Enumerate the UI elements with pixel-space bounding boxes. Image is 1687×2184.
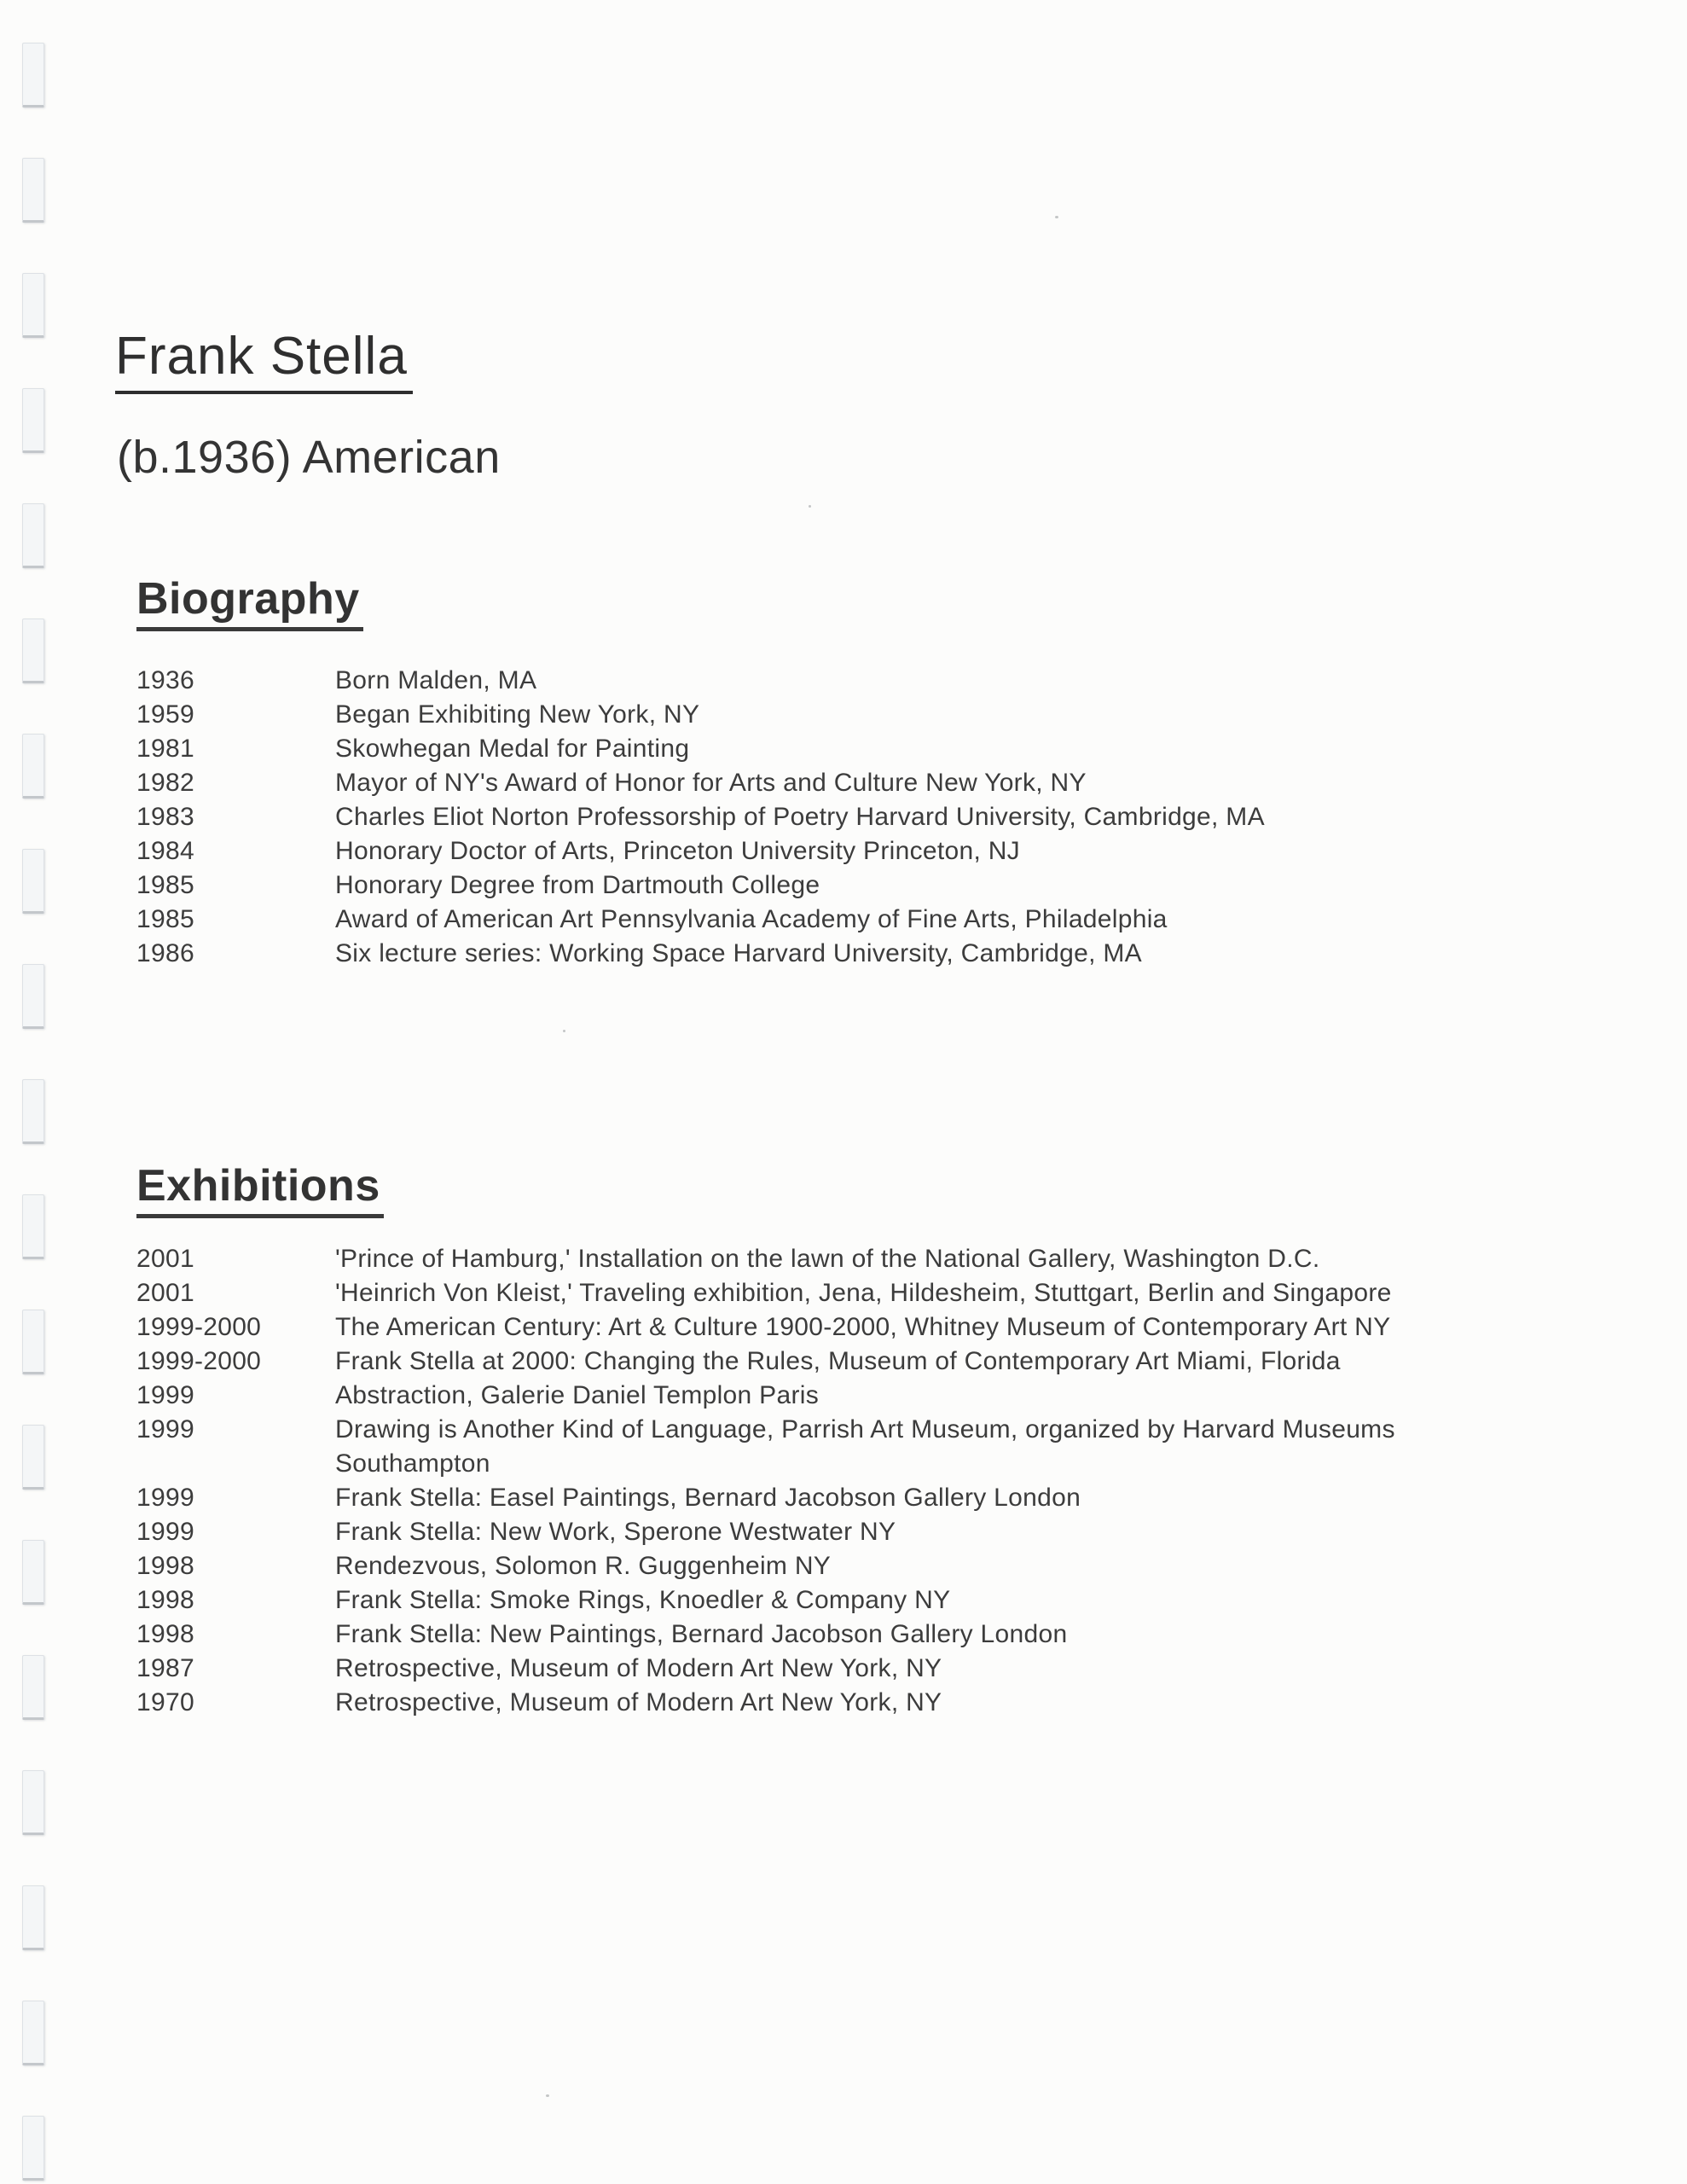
scan-speck bbox=[563, 1030, 565, 1032]
entry-text: Mayor of NY's Award of Honor for Arts and Culture New York, NY bbox=[335, 769, 1087, 797]
artist-name-title: Frank Stella bbox=[115, 326, 413, 394]
binder-hole bbox=[22, 1885, 44, 1950]
entry-row bbox=[136, 1276, 1586, 1310]
binder-hole bbox=[22, 734, 44, 799]
entry-year: 1999 bbox=[136, 1381, 194, 1409]
entry-row bbox=[136, 732, 1569, 766]
entry-row bbox=[136, 698, 1569, 732]
entry-year: 1999 bbox=[136, 1415, 194, 1443]
entry-row bbox=[136, 1379, 1586, 1413]
entry-row bbox=[136, 1515, 1586, 1549]
entry-year: 1998 bbox=[136, 1620, 194, 1648]
binder-hole bbox=[22, 43, 44, 107]
entry-year: 1999-2000 bbox=[136, 1347, 262, 1375]
entry-row bbox=[136, 834, 1569, 868]
entry-year: 1999-2000 bbox=[136, 1313, 262, 1341]
entry-year: 1982 bbox=[136, 769, 194, 797]
entry-row bbox=[136, 1413, 1586, 1481]
binder-hole bbox=[22, 158, 44, 223]
binder-hole bbox=[22, 2001, 44, 2065]
entry-row bbox=[136, 800, 1569, 834]
entry-text: Frank Stella: New Work, Sperone Westwater NY bbox=[335, 1518, 896, 1546]
entry-row bbox=[136, 937, 1569, 971]
entry-year: 1983 bbox=[136, 803, 194, 831]
entry-text: Frank Stella: Smoke Rings, Knoedler & Company NY bbox=[335, 1586, 951, 1614]
entry-text: Frank Stella: New Paintings, Bernard Jacobson Gallery London bbox=[335, 1620, 1068, 1648]
entry-text: The American Century: Art & Culture 1900-2000, Whitney Museum of Contemporary Art NY bbox=[335, 1313, 1391, 1341]
exhibitions-list bbox=[136, 1242, 1586, 1720]
binder-hole bbox=[22, 2116, 44, 2181]
entry-text: Began Exhibiting New York, NY bbox=[335, 700, 700, 729]
entry-year: 1985 bbox=[136, 905, 194, 933]
entry-text-continued: Southampton bbox=[335, 1449, 490, 1478]
entry-year: 1970 bbox=[136, 1688, 194, 1716]
entry-year: 1986 bbox=[136, 939, 194, 967]
scan-speck bbox=[809, 505, 811, 508]
entry-year: 1985 bbox=[136, 871, 194, 899]
entry-year: 1959 bbox=[136, 700, 194, 729]
entry-row bbox=[136, 1481, 1586, 1515]
entry-year: 1987 bbox=[136, 1654, 194, 1682]
entry-text: Drawing is Another Kind of Language, Parrish Art Museum, organized by Harvard Museums bbox=[335, 1415, 1395, 1443]
entry-text: Frank Stella: Easel Paintings, Bernard Jacobson Gallery London bbox=[335, 1484, 1081, 1512]
entry-text: Honorary Degree from Dartmouth College bbox=[335, 871, 820, 899]
entry-row bbox=[136, 1618, 1586, 1652]
entry-row bbox=[136, 1583, 1586, 1618]
entry-text: Retrospective, Museum of Modern Art New York, NY bbox=[335, 1654, 942, 1682]
binder-hole bbox=[22, 1079, 44, 1144]
entry-year: 1999 bbox=[136, 1518, 194, 1546]
entry-text: Six lecture series: Working Space Harvard University, Cambridge, MA bbox=[335, 939, 1142, 967]
entry-row bbox=[136, 1310, 1586, 1345]
binder-hole bbox=[22, 388, 44, 453]
entry-row bbox=[136, 1652, 1586, 1686]
binder-hole bbox=[22, 964, 44, 1029]
binder-hole bbox=[22, 849, 44, 914]
binder-hole bbox=[22, 503, 44, 568]
binder-hole bbox=[22, 619, 44, 683]
binder-hole bbox=[22, 1310, 44, 1374]
entry-text: Born Malden, MA bbox=[335, 666, 537, 694]
entry-text: Frank Stella at 2000: Changing the Rules, Museum of Contemporary Art Miami, Florida bbox=[335, 1347, 1341, 1375]
entry-year: 2001 bbox=[136, 1279, 194, 1307]
binder-hole bbox=[22, 1770, 44, 1835]
entry-year: 1999 bbox=[136, 1484, 194, 1512]
entry-text: Honorary Doctor of Arts, Princeton University Princeton, NJ bbox=[335, 837, 1020, 865]
entry-year: 1981 bbox=[136, 735, 194, 763]
entry-row bbox=[136, 1242, 1586, 1276]
entry-row bbox=[136, 664, 1569, 698]
entry-row bbox=[136, 1345, 1586, 1379]
scan-speck bbox=[1055, 216, 1058, 218]
entry-text: Award of American Art Pennsylvania Academy of Fine Arts, Philadelphia bbox=[335, 905, 1168, 933]
scan-speck bbox=[546, 2094, 549, 2097]
entry-row bbox=[136, 903, 1569, 937]
entry-text: Retrospective, Museum of Modern Art New York, NY bbox=[335, 1688, 942, 1716]
binder-hole bbox=[22, 1655, 44, 1720]
entry-year: 2001 bbox=[136, 1245, 194, 1273]
biography-list bbox=[136, 664, 1569, 971]
entry-text: Charles Eliot Norton Professorship of Poetry Harvard University, Cambridge, MA bbox=[335, 803, 1265, 831]
binder-hole bbox=[22, 273, 44, 338]
artist-details: (b.1936) American bbox=[117, 432, 501, 483]
entry-row bbox=[136, 868, 1569, 903]
entry-text: 'Prince of Hamburg,' Installation on the lawn of the National Gallery, Washington D.C. bbox=[335, 1245, 1320, 1273]
entry-year: 1998 bbox=[136, 1586, 194, 1614]
biography-heading: Biography bbox=[136, 573, 363, 631]
binder-hole bbox=[22, 1425, 44, 1490]
entry-year: 1984 bbox=[136, 837, 194, 865]
entry-text: 'Heinrich Von Kleist,' Traveling exhibition, Jena, Hildesheim, Stuttgart, Berlin and Singapore bbox=[335, 1279, 1392, 1307]
entry-row bbox=[136, 1549, 1586, 1583]
exhibitions-heading: Exhibitions bbox=[136, 1160, 384, 1218]
binder-hole bbox=[22, 1194, 44, 1259]
entry-row bbox=[136, 766, 1569, 800]
entry-text: Abstraction, Galerie Daniel Templon Paris bbox=[335, 1381, 820, 1409]
entry-text: Rendezvous, Solomon R. Guggenheim NY bbox=[335, 1552, 832, 1580]
entry-row bbox=[136, 1686, 1586, 1720]
binder-hole bbox=[22, 1540, 44, 1605]
entry-year: 1998 bbox=[136, 1552, 194, 1580]
entry-year: 1936 bbox=[136, 666, 194, 694]
entry-text: Skowhegan Medal for Painting bbox=[335, 735, 690, 763]
